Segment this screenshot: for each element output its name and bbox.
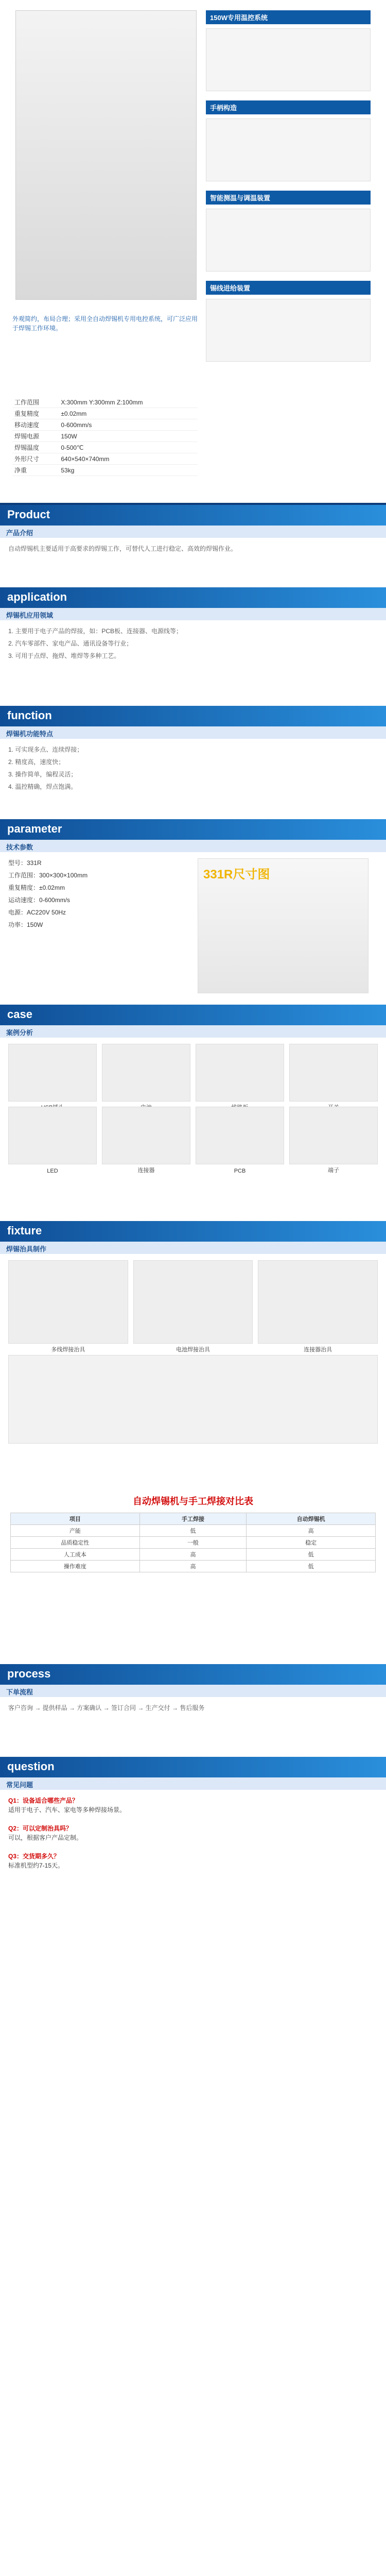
function-item: 4. 温控精确，焊点饱满。 (8, 783, 77, 790)
application-section (0, 587, 386, 706)
application-subtitle: 焊锡机应用领域 (0, 608, 386, 620)
compare-row (11, 1561, 376, 1572)
spec-label: 外形尺寸 (12, 453, 59, 465)
compare-row (11, 1537, 376, 1549)
case-thumb-label: 端子 (328, 1167, 339, 1174)
spec-value: 150W (59, 431, 198, 442)
compare-cell: 低 (139, 1525, 247, 1537)
side-card-3 (206, 299, 371, 362)
spec-row (12, 465, 198, 476)
compare-cell: 产能 (11, 1525, 140, 1537)
process-text: 客户咨询 → 提供样品 → 方案确认 → 签订合同 → 生产交付 → 售后服务 (8, 1704, 205, 1711)
fixture-title: fixture (0, 1221, 386, 1242)
faq-answer: 适用于电子、汽车、家电等多种焊接场景。 (8, 1806, 126, 1814)
compare-title: 自动焊锡机与手工焊接对比表 (133, 1496, 253, 1506)
compare-header: 手工焊接 (139, 1513, 247, 1525)
parameter-item: 功率：150W (8, 921, 43, 928)
faq-item (8, 1796, 378, 1815)
spec-row (12, 431, 198, 442)
faq-list (0, 1790, 386, 1876)
fixture-thumb-label: 连接器治具 (304, 1347, 332, 1353)
parameter-item: 重复精度：±0.02mm (8, 884, 65, 891)
product-title: Product (0, 505, 386, 526)
faq-question: Q1：设备适合哪些产品？ (8, 1797, 79, 1804)
compare-table (10, 1513, 376, 1572)
parameter-item: 型号：331R (8, 859, 42, 867)
spec-value: 53kg (59, 465, 198, 476)
case-thumb (8, 1107, 97, 1174)
application-title: application (0, 587, 386, 608)
spec-value: 0-500℃ (59, 442, 198, 453)
spec-value: 640×540×740mm (59, 453, 198, 465)
case-thumb (196, 1107, 284, 1174)
faq-answer: 标准机型约7-15天。 (8, 1862, 64, 1869)
question-section (0, 1757, 386, 2210)
faq-question: Q2：可以定制治具吗？ (8, 1825, 73, 1832)
faq-answer: 可以，根据客户产品定制。 (8, 1834, 83, 1841)
compare-cell: 低 (247, 1549, 376, 1561)
compare-cell: 操作难度 (11, 1561, 140, 1572)
function-title: function (0, 706, 386, 726)
hero-section (0, 0, 386, 505)
spec-row (12, 397, 198, 408)
compare-section (0, 1494, 386, 1664)
compare-cell: 高 (139, 1549, 247, 1561)
fixture-thumb (133, 1260, 253, 1353)
function-item: 2. 精度高，速度快； (8, 758, 65, 766)
function-subtitle: 焊锡机功能特点 (0, 726, 386, 739)
faq-item (8, 1852, 378, 1870)
fixture-thumb-label: 多线焊接治具 (51, 1347, 85, 1353)
parameter-item: 运动速度：0-600mm/s (8, 896, 71, 904)
side-tag-3: 锡线进给装置 (206, 281, 371, 295)
product-section (0, 505, 386, 587)
application-item: 3. 可用于点焊、拖焊、堆焊等多种工艺。 (8, 652, 120, 659)
dimension-image-title: 331R尺寸图 (203, 868, 270, 882)
parameter-subtitle: 技术参数 (0, 840, 386, 852)
fixture-thumb (258, 1260, 378, 1353)
process-subtitle: 下单流程 (0, 1685, 386, 1697)
compare-cell: 高 (139, 1561, 247, 1572)
side-tag-0: 150W专用温控系统 (206, 10, 371, 24)
spec-row (12, 442, 198, 453)
process-title: process (0, 1664, 386, 1685)
fixture-gallery (0, 1254, 386, 1353)
machine-image (15, 10, 197, 300)
side-card-2 (206, 209, 371, 272)
function-item: 3. 操作简单，编程灵活； (8, 771, 77, 778)
spec-value: ±0.02mm (59, 408, 198, 419)
fixture-section (0, 1221, 386, 1489)
case-thumb (8, 1044, 97, 1101)
case-title: case (0, 1005, 386, 1025)
parameter-wrap (0, 852, 386, 999)
spec-value: 0-600mm/s (59, 419, 198, 431)
faq-item (8, 1824, 378, 1842)
spec-row (12, 408, 198, 419)
side-tag-2: 智能测温与调温装置 (206, 191, 371, 205)
spec-value: X:300mm Y:300mm Z:100mm (59, 397, 198, 408)
hero-spec-table (12, 397, 198, 476)
fixture-thumb-label: 电池焊接治具 (176, 1347, 210, 1353)
product-text: 自动焊锡机主要适用于高要求的焊锡工作，可替代人工进行稳定、高效的焊锡作业。 (8, 545, 237, 552)
compare-cell: 人工成本 (11, 1549, 140, 1561)
case-subtitle: 案例分析 (0, 1025, 386, 1038)
application-item: 2. 汽车零部件、家电产品、通讯设备等行业； (8, 640, 133, 647)
spec-label: 焊锡电源 (12, 431, 59, 442)
hero-side-panel (206, 10, 371, 371)
side-card-0 (206, 28, 371, 91)
compare-cell: 高 (247, 1525, 376, 1537)
compare-header-row (11, 1513, 376, 1525)
spec-row (12, 453, 198, 465)
compare-row (11, 1549, 376, 1561)
compare-row (11, 1525, 376, 1537)
side-card-1 (206, 118, 371, 181)
function-section (0, 706, 386, 819)
compare-cell: 稳定 (247, 1537, 376, 1549)
compare-cell: 低 (247, 1561, 376, 1572)
spec-label: 焊锡温度 (12, 442, 59, 453)
spec-label: 工作范围 (12, 397, 59, 408)
spec-label: 重复精度 (12, 408, 59, 419)
case-gallery (0, 1038, 386, 1174)
function-list (0, 739, 386, 801)
dimension-image (198, 858, 369, 993)
question-title: question (0, 1757, 386, 1777)
side-tag-1: 手柄构造 (206, 100, 371, 114)
application-list (0, 620, 386, 670)
question-subtitle: 常见问题 (0, 1777, 386, 1790)
case-thumb (196, 1044, 284, 1101)
application-item: 1. 主要用于电子产品的焊接，如：PCB板、连接器、电源线等； (8, 628, 183, 635)
spec-row (12, 419, 198, 431)
compare-cell: 品质稳定性 (11, 1537, 140, 1549)
hero-description: 外观简约，布局合理；采用全自动焊锡机专用电控系统，可广泛应用于焊锡工作环境。 (12, 315, 198, 332)
case-thumb (102, 1044, 190, 1101)
parameter-title: parameter (0, 819, 386, 840)
process-section (0, 1664, 386, 1757)
compare-cell: 一般 (139, 1537, 247, 1549)
case-thumb (289, 1107, 378, 1174)
product-subtitle: 产品介绍 (0, 526, 386, 538)
case-thumb (102, 1107, 190, 1174)
case-thumb-label: LED (47, 1168, 58, 1174)
case-thumb-label: PCB (234, 1168, 246, 1174)
case-section (0, 1005, 386, 1221)
parameter-item: 电源：AC220V 50Hz (8, 909, 66, 916)
fixture-subtitle: 焊锡治具制作 (0, 1242, 386, 1254)
function-item: 1. 可实现多点、连续焊接； (8, 746, 83, 753)
spec-label: 移动速度 (12, 419, 59, 431)
case-thumb (289, 1044, 378, 1101)
faq-question: Q3：交货期多久？ (8, 1853, 60, 1860)
compare-header: 自动焊锡机 (247, 1513, 376, 1525)
parameter-list (8, 858, 188, 993)
spec-label: 净重 (12, 465, 59, 476)
parameter-item: 工作范围：300×300×100mm (8, 872, 88, 879)
fixture-banner (8, 1355, 378, 1444)
fixture-thumb (8, 1260, 128, 1353)
case-thumb-label: 连接器 (137, 1167, 155, 1174)
parameter-section (0, 819, 386, 1005)
compare-header: 项目 (11, 1513, 140, 1525)
